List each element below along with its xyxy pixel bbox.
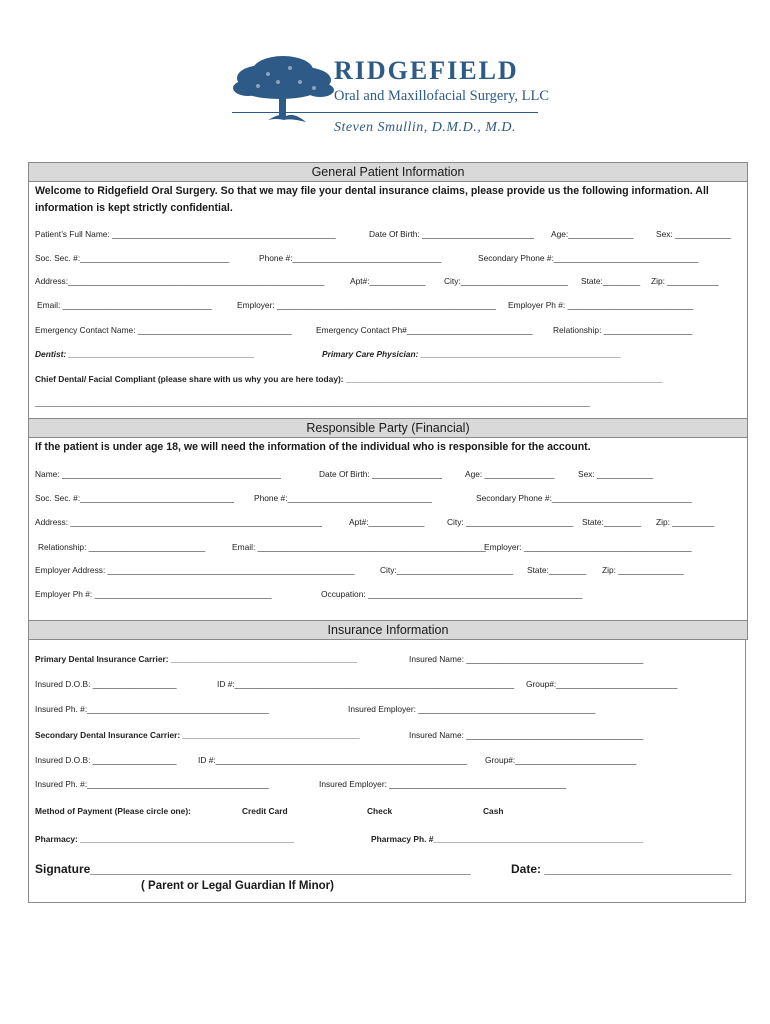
- patient-zip-field[interactable]: Zip: ___________: [651, 276, 719, 286]
- patient-dob-field[interactable]: Date Of Birth: ________________________: [369, 229, 534, 239]
- responsible-city-field[interactable]: City: _______________________: [447, 517, 574, 527]
- insurance-section-title: Insurance Information: [28, 620, 748, 640]
- secondary-insured-dob-field[interactable]: Insured D.O.B: __________________: [35, 755, 177, 765]
- secondary-insured-employer-field[interactable]: Insured Employer: ______________________________________: [319, 779, 567, 789]
- signature-field[interactable]: Signature_________________________________________________________: [35, 862, 471, 876]
- primary-insured-name-field[interactable]: Insured Name: ______________________________________: [409, 654, 644, 664]
- responsible-section-title: Responsible Party (Financial): [28, 418, 748, 438]
- secondary-insured-phone-field[interactable]: Insured Ph. #:_______________________________________: [35, 779, 269, 789]
- secondary-id-field[interactable]: ID #:______________________________________________________: [198, 755, 468, 765]
- chief-complaint-field[interactable]: Chief Dental/ Facial Compliant (please share with us why you are here today): ____________________________________________________________________: [35, 374, 663, 384]
- patient-city-field[interactable]: City:_______________________: [444, 276, 568, 286]
- secondary-group-field[interactable]: Group#:__________________________: [485, 755, 637, 765]
- payment-check-option[interactable]: Check: [367, 806, 393, 816]
- practice-subtitle: Oral and Maxillofacial Surgery, LLC: [334, 88, 550, 104]
- payment-credit-card-option[interactable]: Credit Card: [242, 806, 288, 816]
- responsible-email-field[interactable]: Email: _________________________________________________: [232, 542, 486, 552]
- patient-name-field[interactable]: Patient’s Full Name: ________________________________________________: [35, 229, 336, 239]
- date-field[interactable]: Date: ____________________________: [511, 862, 732, 876]
- doctor-name: Steven Smullin, D.M.D., M.D.: [334, 120, 516, 135]
- responsible-sex-field[interactable]: Sex: ____________: [578, 469, 653, 479]
- patient-state-field[interactable]: State:________: [581, 276, 641, 286]
- responsible-occupation-field[interactable]: Occupation: ______________________________________________: [321, 589, 583, 599]
- patient-employer-field[interactable]: Employer: _______________________________________________: [237, 300, 496, 310]
- responsible-dob-field[interactable]: Date Of Birth: _______________: [319, 469, 442, 479]
- primary-insured-employer-field[interactable]: Insured Employer: ______________________________________: [348, 704, 596, 714]
- responsible-employer-address-field[interactable]: Employer Address: _____________________________________________________: [35, 565, 355, 575]
- patient-apt-field[interactable]: Apt#:____________: [350, 276, 426, 286]
- responsible-name-field[interactable]: Name: _______________________________________________: [35, 469, 281, 479]
- guardian-note: ( Parent or Legal Guardian If Minor): [141, 880, 334, 892]
- patient-phone-field[interactable]: Phone #:________________________________: [259, 253, 442, 263]
- responsible-relationship-field[interactable]: Relationship: _________________________: [38, 542, 206, 552]
- primary-insured-dob-field[interactable]: Insured D.O.B: __________________: [35, 679, 177, 689]
- pharmacy-field[interactable]: Pharmacy: ______________________________________________: [35, 834, 295, 844]
- practice-name: RIDGEFIELD: [334, 56, 519, 85]
- dentist-field[interactable]: Dentist: ________________________________________: [35, 349, 255, 359]
- patient-sex-field[interactable]: Sex: ____________: [656, 229, 731, 239]
- patient-employer-phone-field[interactable]: Employer Ph #: ___________________________: [508, 300, 694, 310]
- emergency-relationship-field[interactable]: Relationship: ___________________: [553, 325, 693, 335]
- primary-carrier-field[interactable]: Primary Dental Insurance Carrier: ________________________________________: [35, 654, 358, 664]
- secondary-carrier-field[interactable]: Secondary Dental Insurance Carrier: ______________________________________: [35, 730, 360, 740]
- primary-group-field[interactable]: Group#:__________________________: [526, 679, 678, 689]
- responsible-employer-zip-field[interactable]: Zip: ______________: [602, 565, 684, 575]
- patient-address-field[interactable]: Address:_______________________________________________________: [35, 276, 325, 286]
- responsible-employer-state-field[interactable]: State:________: [527, 565, 587, 575]
- patient-secondary-phone-field[interactable]: Secondary Phone #:_______________________________: [478, 253, 699, 263]
- emergency-contact-phone-field[interactable]: Emergency Contact Ph#___________________________: [316, 325, 533, 335]
- general-section-title: General Patient Information: [28, 162, 748, 182]
- responsible-employer-field[interactable]: Employer: ____________________________________: [484, 542, 692, 552]
- responsible-age-field[interactable]: Age: _______________: [465, 469, 555, 479]
- primary-id-field[interactable]: ID #:____________________________________________________________: [217, 679, 515, 689]
- patient-email-field[interactable]: Email: ________________________________: [37, 300, 212, 310]
- secondary-insured-name-field[interactable]: Insured Name: ______________________________________: [409, 730, 644, 740]
- responsible-state-field[interactable]: State:________: [582, 517, 642, 527]
- pharmacy-phone-field[interactable]: Pharmacy Ph. #_____________________________________________: [371, 834, 643, 844]
- patient-age-field[interactable]: Age:______________: [551, 229, 634, 239]
- responsible-zip-field[interactable]: Zip: _________: [656, 517, 715, 527]
- responsible-apt-field[interactable]: Apt#:____________: [349, 517, 425, 527]
- responsible-address-field[interactable]: Address: ______________________________________________________: [35, 517, 322, 527]
- responsible-phone-field[interactable]: Phone #:_______________________________: [254, 493, 432, 503]
- general-intro: Welcome to Ridgefield Oral Surgery. So that we may file your dental insurance claims, please provide us the following information. All information is kept strictly confidential.: [35, 185, 709, 214]
- primary-insured-phone-field[interactable]: Insured Ph. #:_______________________________________: [35, 704, 269, 714]
- responsible-secondary-phone-field[interactable]: Secondary Phone #:______________________________: [476, 493, 692, 503]
- primary-care-physician-field[interactable]: Primary Care Physician: ___________________________________________: [322, 349, 621, 359]
- payment-method-label: Method of Payment (Please circle one):: [35, 806, 191, 816]
- responsible-intro: If the patient is under age 18, we will need the information of the individual who is responsible for the account.: [35, 441, 591, 453]
- emergency-contact-name-field[interactable]: Emergency Contact Name: _________________________________: [35, 325, 292, 335]
- patient-ssn-field[interactable]: Soc. Sec. #:________________________________: [35, 253, 230, 263]
- chief-complaint-continuation[interactable]: _______________________________________________________________________________________________________________________________________: [35, 398, 590, 407]
- payment-cash-option[interactable]: Cash: [483, 806, 504, 816]
- responsible-employer-city-field[interactable]: City:_________________________: [380, 565, 514, 575]
- responsible-ssn-field[interactable]: Soc. Sec. #:_________________________________: [35, 493, 234, 503]
- responsible-employer-phone-field[interactable]: Employer Ph #: ______________________________________: [35, 589, 272, 599]
- logo-divider: [232, 112, 538, 113]
